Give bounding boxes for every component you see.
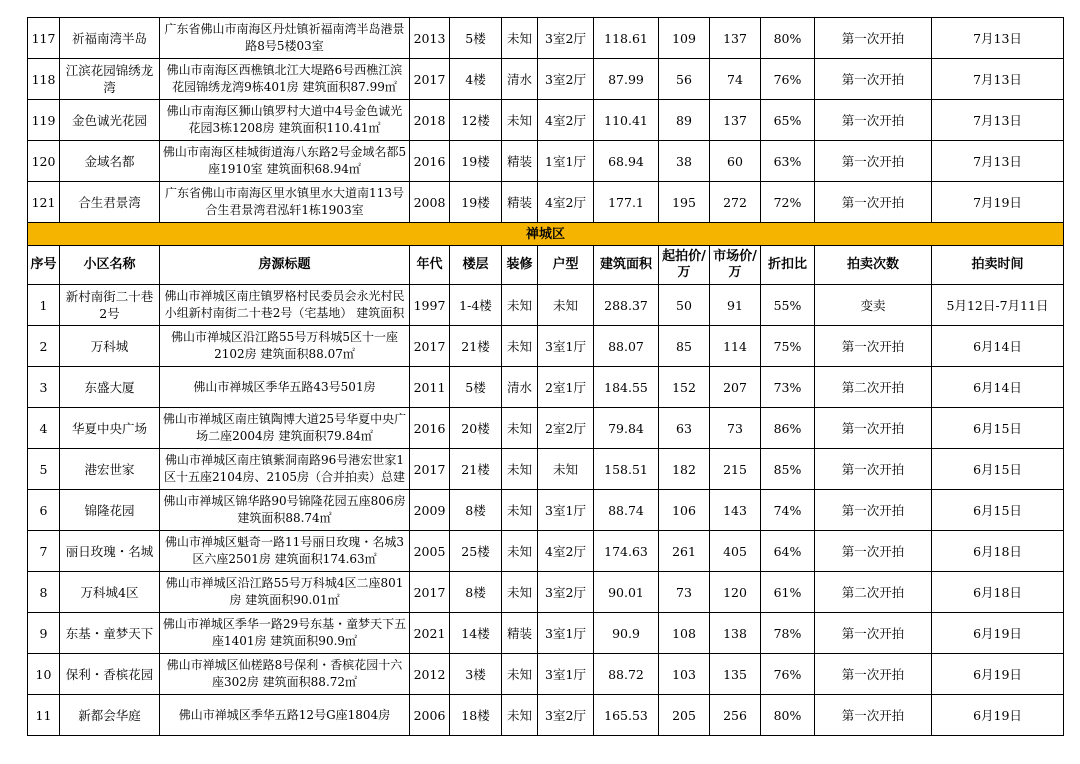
cell-title (160, 141, 410, 182)
cell-title-text: 佛山市南海区西樵镇北江大堤路6号西樵江滨花园锦绣龙湾9栋401房 建筑面积87.99㎡ (166, 63, 403, 94)
cell-start: 103 (659, 654, 710, 695)
cell-floor: 5楼 (450, 367, 502, 408)
cell-no: 118 (28, 59, 60, 100)
cell-title (160, 326, 410, 367)
cell-floor: 8楼 (450, 572, 502, 613)
cell-time: 5月12日-7月11日 (932, 285, 1064, 326)
cell-layout: 3室2厅 (538, 18, 594, 59)
cell-no: 117 (28, 18, 60, 59)
cell-title (160, 695, 410, 736)
table-row (28, 408, 1064, 449)
cell-area: 90.01 (594, 572, 659, 613)
table-row (28, 490, 1064, 531)
cell-count: 第二次开拍 (815, 367, 932, 408)
cell-discount: 80% (761, 695, 815, 736)
cell-title (160, 367, 410, 408)
cell-market: 135 (710, 654, 761, 695)
cell-market: 91 (710, 285, 761, 326)
cell-title-text: 佛山市南海区狮山镇罗村大道中4号金色诚光花园3栋1208房 建筑面积110.41㎡ (166, 104, 403, 135)
cell-year: 2017 (410, 449, 450, 490)
cell-market: 215 (710, 449, 761, 490)
chancheng-rows (28, 285, 1064, 736)
cell-layout: 2室2厅 (538, 408, 594, 449)
header-year: 年代 (410, 246, 450, 285)
cell-discount: 64% (761, 531, 815, 572)
cell-title-text: 佛山市禅城区南庄镇陶博大道25号华夏中央广场二座2004房 建筑面积79.84㎡ (162, 412, 407, 443)
cell-start: 50 (659, 285, 710, 326)
cell-start: 106 (659, 490, 710, 531)
cell-name-text: 保利・香槟花园 (65, 666, 154, 682)
cell-year: 2017 (410, 572, 450, 613)
cell-count: 第一次开拍 (815, 326, 932, 367)
cell-start: 195 (659, 182, 710, 223)
cell-discount: 61% (761, 572, 815, 613)
cell-no: 1 (28, 285, 60, 326)
table-row (28, 59, 1064, 100)
table-row (28, 326, 1064, 367)
cell-name (60, 613, 160, 654)
cell-time: 6月14日 (932, 326, 1064, 367)
cell-no: 10 (28, 654, 60, 695)
cell-decor: 未知 (502, 531, 538, 572)
cell-market: 60 (710, 141, 761, 182)
cell-floor: 19楼 (450, 182, 502, 223)
cell-name-text: 祈福南湾半岛 (71, 30, 147, 46)
cell-no: 4 (28, 408, 60, 449)
header-time: 拍卖时间 (932, 246, 1064, 285)
cell-time: 7月19日 (932, 182, 1064, 223)
cell-count: 第一次开拍 (815, 449, 932, 490)
cell-time: 6月15日 (932, 449, 1064, 490)
table-row (28, 100, 1064, 141)
cell-name (60, 449, 160, 490)
cell-no: 11 (28, 695, 60, 736)
cell-area: 165.53 (594, 695, 659, 736)
cell-decor: 未知 (502, 654, 538, 695)
cell-year: 2009 (410, 490, 450, 531)
cell-time: 7月13日 (932, 100, 1064, 141)
cell-name (60, 367, 160, 408)
cell-area: 184.55 (594, 367, 659, 408)
cell-title-text: 广东省佛山市南海区里水镇里水大道南113号合生君景湾君泓轩1栋1903室 (165, 186, 404, 217)
cell-title-text: 佛山市禅城区季华五路12号G座1804房 (178, 707, 391, 722)
cell-name-text: 东基・童梦天下 (65, 625, 154, 641)
cell-title-text: 佛山市禅城区南庄镇紫洞南路96号港宏世家1区十五座2104房、2105房（合并拍卖）总建 (163, 453, 406, 484)
cell-floor: 8楼 (450, 490, 502, 531)
table-row (28, 695, 1064, 736)
cell-discount: 72% (761, 182, 815, 223)
cell-start: 56 (659, 59, 710, 100)
cell-discount: 76% (761, 654, 815, 695)
cell-no: 6 (28, 490, 60, 531)
cell-layout: 4室2厅 (538, 100, 594, 141)
cell-floor: 1-4楼 (450, 285, 502, 326)
cell-decor: 精装 (502, 613, 538, 654)
cell-area: 68.94 (594, 141, 659, 182)
cell-time: 7月13日 (932, 18, 1064, 59)
cell-name-text: 新都会华庭 (78, 707, 141, 723)
cell-no: 9 (28, 613, 60, 654)
cell-start: 109 (659, 18, 710, 59)
cell-title-text: 广东省佛山市南海区丹灶镇祈福南湾半岛港景路8号5楼03室 (164, 22, 405, 53)
cell-title-text: 佛山市禅城区锦华路90号锦隆花园五座806房 建筑面积88.74㎡ (163, 494, 406, 525)
cell-layout: 4室2厅 (538, 531, 594, 572)
cell-name-text: 万科城4区 (80, 584, 139, 600)
cell-name-text: 新村南街二十巷2号 (65, 289, 154, 321)
cell-name-text: 锦隆花园 (84, 502, 135, 518)
cell-layout: 3室1厅 (538, 326, 594, 367)
cell-decor: 未知 (502, 326, 538, 367)
cell-floor: 12楼 (450, 100, 502, 141)
cell-area: 90.9 (594, 613, 659, 654)
cell-area: 88.74 (594, 490, 659, 531)
cell-floor: 21楼 (450, 326, 502, 367)
cell-decor: 精装 (502, 182, 538, 223)
cell-title (160, 613, 410, 654)
cell-decor: 精装 (502, 141, 538, 182)
cell-area: 79.84 (594, 408, 659, 449)
cell-count: 第一次开拍 (815, 18, 932, 59)
table-row (28, 654, 1064, 695)
cell-name (60, 18, 160, 59)
cell-title-text: 佛山市禅城区季华五路43号501房 (193, 379, 376, 394)
cell-decor: 未知 (502, 100, 538, 141)
cell-name-text: 江滨花园锦绣龙湾 (65, 63, 154, 95)
cell-area: 110.41 (594, 100, 659, 141)
cell-time: 6月14日 (932, 367, 1064, 408)
cell-title (160, 285, 410, 326)
cell-start: 261 (659, 531, 710, 572)
cell-name (60, 326, 160, 367)
cell-count: 第一次开拍 (815, 141, 932, 182)
cell-name (60, 490, 160, 531)
cell-layout: 1室1厅 (538, 141, 594, 182)
table-row (28, 613, 1064, 654)
cell-decor: 清水 (502, 59, 538, 100)
district-section (28, 223, 1064, 285)
cell-start: 152 (659, 367, 710, 408)
table-row (28, 18, 1064, 59)
cell-time: 6月19日 (932, 654, 1064, 695)
header-row (28, 246, 1064, 285)
cell-no: 8 (28, 572, 60, 613)
header-name: 小区名称 (60, 246, 160, 285)
table-row (28, 182, 1064, 223)
table-row (28, 367, 1064, 408)
cell-discount: 73% (761, 367, 815, 408)
cell-year: 2006 (410, 695, 450, 736)
cell-area: 87.99 (594, 59, 659, 100)
cell-count: 第一次开拍 (815, 408, 932, 449)
cell-name-text: 万科城 (90, 338, 129, 354)
cell-area: 88.72 (594, 654, 659, 695)
cell-layout: 3室1厅 (538, 613, 594, 654)
header-title: 房源标题 (160, 246, 410, 285)
cell-name (60, 141, 160, 182)
cell-time: 6月18日 (932, 572, 1064, 613)
cell-year: 2013 (410, 18, 450, 59)
cell-year: 2017 (410, 59, 450, 100)
cell-name-text: 金域名都 (84, 153, 135, 169)
cell-decor: 未知 (502, 408, 538, 449)
cell-time: 7月13日 (932, 141, 1064, 182)
cell-year: 2016 (410, 141, 450, 182)
table-row (28, 449, 1064, 490)
cell-start: 85 (659, 326, 710, 367)
cell-discount: 75% (761, 326, 815, 367)
cell-discount: 63% (761, 141, 815, 182)
cell-decor: 清水 (502, 367, 538, 408)
cell-year: 2008 (410, 182, 450, 223)
cell-market: 137 (710, 100, 761, 141)
cell-area: 88.07 (594, 326, 659, 367)
cell-name-text: 金色诚光花园 (71, 112, 147, 128)
cell-floor: 18楼 (450, 695, 502, 736)
cell-layout: 4室2厅 (538, 182, 594, 223)
cell-area: 174.63 (594, 531, 659, 572)
auction-listing-table (27, 17, 1064, 736)
table-row (28, 141, 1064, 182)
cell-layout: 3室2厅 (538, 59, 594, 100)
district-row (28, 223, 1064, 246)
cell-discount: 74% (761, 490, 815, 531)
cell-name-text: 华夏中央广场 (71, 420, 147, 436)
cell-area: 118.61 (594, 18, 659, 59)
cell-time: 6月15日 (932, 490, 1064, 531)
cell-market: 74 (710, 59, 761, 100)
cell-count: 第一次开拍 (815, 490, 932, 531)
cell-layout: 3室1厅 (538, 654, 594, 695)
cell-year: 2012 (410, 654, 450, 695)
cell-title-text: 佛山市禅城区沿江路55号万科城4区二座801房 建筑面积90.01㎡ (165, 576, 404, 607)
cell-no: 121 (28, 182, 60, 223)
cell-floor: 14楼 (450, 613, 502, 654)
table-row (28, 285, 1064, 326)
cell-market: 256 (710, 695, 761, 736)
cell-discount: 80% (761, 18, 815, 59)
header-discount: 折扣比 (761, 246, 815, 285)
cell-title (160, 490, 410, 531)
cell-area: 158.51 (594, 449, 659, 490)
cell-market: 137 (710, 18, 761, 59)
cell-no: 2 (28, 326, 60, 367)
cell-no: 7 (28, 531, 60, 572)
cell-market: 405 (710, 531, 761, 572)
header-no: 序号 (28, 246, 60, 285)
cell-title-text: 佛山市禅城区季华一路29号东基・童梦天下五座1401房 建筑面积90.9㎡ (162, 617, 407, 648)
cell-decor: 未知 (502, 449, 538, 490)
cell-name (60, 695, 160, 736)
cell-discount: 76% (761, 59, 815, 100)
cell-name (60, 100, 160, 141)
cell-floor: 4楼 (450, 59, 502, 100)
cell-layout: 3室1厅 (538, 490, 594, 531)
cell-decor: 未知 (502, 695, 538, 736)
cell-name (60, 182, 160, 223)
cell-time: 6月19日 (932, 695, 1064, 736)
cell-name (60, 531, 160, 572)
cell-name-text: 东盛大厦 (84, 379, 135, 395)
cell-layout: 未知 (538, 449, 594, 490)
cell-title (160, 59, 410, 100)
district-label: 禅城区 (28, 223, 1064, 246)
cell-start: 73 (659, 572, 710, 613)
cell-title (160, 408, 410, 449)
cell-title (160, 100, 410, 141)
cell-discount: 85% (761, 449, 815, 490)
cell-count: 第一次开拍 (815, 613, 932, 654)
cell-floor: 21楼 (450, 449, 502, 490)
cell-year: 2021 (410, 613, 450, 654)
cell-discount: 78% (761, 613, 815, 654)
cell-market: 207 (710, 367, 761, 408)
cell-layout: 3室2厅 (538, 572, 594, 613)
cell-count: 第一次开拍 (815, 182, 932, 223)
cell-start: 38 (659, 141, 710, 182)
cell-decor: 未知 (502, 18, 538, 59)
cell-time: 6月15日 (932, 408, 1064, 449)
cell-year: 2017 (410, 326, 450, 367)
cell-name (60, 654, 160, 695)
cell-layout: 2室1厅 (538, 367, 594, 408)
nanhai-rows (28, 18, 1064, 223)
cell-market: 120 (710, 572, 761, 613)
cell-start: 63 (659, 408, 710, 449)
header-floor: 楼层 (450, 246, 502, 285)
cell-start: 108 (659, 613, 710, 654)
cell-discount: 55% (761, 285, 815, 326)
cell-year: 2018 (410, 100, 450, 141)
cell-name-text: 港宏世家 (84, 461, 135, 477)
cell-title-text: 佛山市禅城区仙槎路8号保利・香槟花园十六座302房 建筑面积88.72㎡ (166, 658, 403, 689)
cell-floor: 3楼 (450, 654, 502, 695)
cell-no: 119 (28, 100, 60, 141)
cell-start: 205 (659, 695, 710, 736)
cell-no: 3 (28, 367, 60, 408)
cell-count: 第一次开拍 (815, 654, 932, 695)
cell-market: 272 (710, 182, 761, 223)
cell-time: 6月19日 (932, 613, 1064, 654)
cell-title (160, 182, 410, 223)
table-row (28, 531, 1064, 572)
cell-count: 第二次开拍 (815, 572, 932, 613)
cell-floor: 5楼 (450, 18, 502, 59)
cell-discount: 65% (761, 100, 815, 141)
cell-title-text: 佛山市禅城区魁奇一路11号丽日玫瑰・名城3区六座2501房 建筑面积174.63㎡ (165, 535, 404, 566)
header-area: 建筑面积 (594, 246, 659, 285)
cell-no: 120 (28, 141, 60, 182)
cell-name-text: 丽日玫瑰・名城 (65, 543, 154, 559)
cell-title (160, 572, 410, 613)
cell-title-text: 佛山市南海区桂城街道海八东路2号金域名都5座1910室 建筑面积68.94㎡ (162, 145, 407, 176)
cell-start: 182 (659, 449, 710, 490)
cell-name-text: 合生君景湾 (78, 194, 141, 210)
cell-year: 2016 (410, 408, 450, 449)
header-count: 拍卖次数 (815, 246, 932, 285)
cell-area: 288.37 (594, 285, 659, 326)
cell-time: 7月13日 (932, 59, 1064, 100)
cell-count: 变卖 (815, 285, 932, 326)
cell-count: 第一次开拍 (815, 100, 932, 141)
cell-name (60, 408, 160, 449)
cell-name (60, 285, 160, 326)
cell-title (160, 449, 410, 490)
cell-year: 2005 (410, 531, 450, 572)
cell-area: 177.1 (594, 182, 659, 223)
cell-count: 第一次开拍 (815, 531, 932, 572)
cell-no: 5 (28, 449, 60, 490)
cell-title-text: 佛山市禅城区南庄镇罗格村民委员会永光村民小组新村南街二十巷2号（宅基地） 建筑面积 (164, 289, 405, 320)
cell-market: 138 (710, 613, 761, 654)
cell-decor: 未知 (502, 572, 538, 613)
cell-title (160, 654, 410, 695)
cell-year: 2011 (410, 367, 450, 408)
cell-count: 第一次开拍 (815, 59, 932, 100)
cell-title (160, 531, 410, 572)
cell-name (60, 59, 160, 100)
cell-market: 143 (710, 490, 761, 531)
cell-time: 6月18日 (932, 531, 1064, 572)
cell-discount: 86% (761, 408, 815, 449)
cell-market: 114 (710, 326, 761, 367)
cell-layout: 3室2厅 (538, 695, 594, 736)
cell-title (160, 18, 410, 59)
table-row (28, 572, 1064, 613)
header-decor: 装修 (502, 246, 538, 285)
cell-market: 73 (710, 408, 761, 449)
cell-start: 89 (659, 100, 710, 141)
cell-floor: 19楼 (450, 141, 502, 182)
cell-title-text: 佛山市禅城区沿江路55号万科城5区十一座2102房 建筑面积88.07㎡ (171, 330, 398, 361)
cell-decor: 未知 (502, 490, 538, 531)
header-start-price: 起拍价/万 (659, 246, 710, 285)
cell-decor: 未知 (502, 285, 538, 326)
cell-year: 1997 (410, 285, 450, 326)
cell-floor: 20楼 (450, 408, 502, 449)
cell-count: 第一次开拍 (815, 695, 932, 736)
header-layout: 户型 (538, 246, 594, 285)
cell-name (60, 572, 160, 613)
cell-floor: 25楼 (450, 531, 502, 572)
header-market-price: 市场价/万 (710, 246, 761, 285)
cell-layout: 未知 (538, 285, 594, 326)
